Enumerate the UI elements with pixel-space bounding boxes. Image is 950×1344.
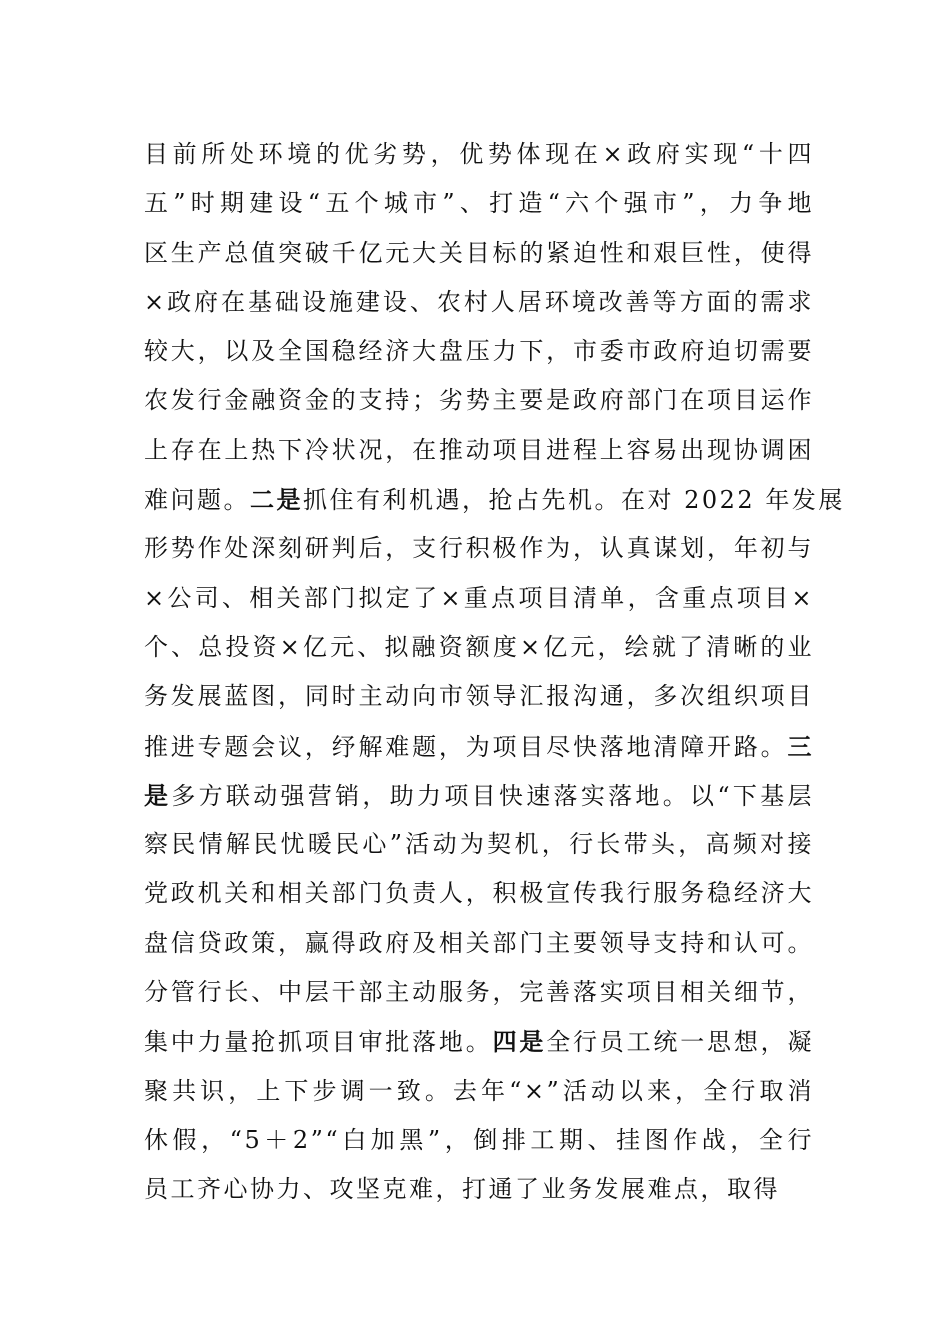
text-line (144, 968, 814, 1017)
text-line (144, 1116, 814, 1165)
text-run: 目前所处环境的优劣势，优势体现在×政府实现“十四 (144, 140, 814, 168)
text-run: 个、总投资×亿元、拟融资额度×亿元，绘就了清晰的业 (144, 632, 814, 661)
text-line (144, 919, 814, 968)
text-run: 农发行金融资金的支持；劣势主要是政府部门在项目运作 (144, 386, 814, 415)
text-line (144, 229, 814, 278)
text-run: 集中力量抢抓项目审批落地。 (144, 1028, 493, 1057)
text-line (144, 574, 814, 623)
bold-lead-term: 三 (787, 731, 814, 761)
text-run: ×政府在基础设施建设、农村人居环境改善等方面的需求 (144, 287, 814, 316)
text-run: 多方联动强营销，助力项目快速落实落地。以“下基层 (171, 781, 814, 810)
text-line (144, 475, 845, 524)
body-paragraph (144, 130, 845, 1215)
text-run: 推进专题会议，纾解难题，为项目尽快落地清障开路。 (144, 732, 788, 761)
text-run: ×公司、相关部门拟定了×重点项目清单，含重点项目× (144, 583, 814, 612)
text-run: 五”时期建设“五个城市”、打造“六个强市”，力争地 (144, 189, 814, 218)
text-line (144, 672, 814, 721)
bold-lead-term: 四是 (492, 1027, 547, 1057)
text-run: 聚共识，上下步调一致。去年“×”活动以来，全行取消 (144, 1076, 814, 1105)
text-line (144, 1165, 814, 1214)
text-line (144, 278, 814, 327)
text-run: 全行员工统一思想，凝 (546, 1028, 814, 1057)
text-run: 休假，“5＋2”“白加黑”，倒排工期、挂图作战，全行 (144, 1125, 814, 1154)
text-run: 上存在上热下冷状况，在推动项目进程上容易出现协调困 (144, 435, 814, 464)
text-run: 务发展蓝图，同时主动向市领导汇报沟通，多次组织项目 (144, 682, 814, 711)
text-run: 区生产总值突破千亿元大关目标的紧迫性和艰巨性，使得 (144, 238, 814, 267)
text-line (144, 179, 814, 228)
text-line (144, 869, 814, 918)
text-run: 抓住有利机遇，抢占先机。在对 2022 年发展 (303, 486, 845, 515)
text-run: 员工齐心协力、攻坚克难，打通了业务发展难点，取得 (144, 1175, 780, 1204)
text-line (144, 623, 814, 672)
bold-lead-term: 二是 (250, 485, 303, 515)
text-line (144, 327, 814, 376)
text-line (144, 771, 814, 820)
text-line (144, 376, 814, 425)
text-run: 察民情解民忧暖民心”活动为契机，行长带头，高频对接 (144, 830, 814, 859)
text-line (144, 722, 814, 771)
text-run: 较大，以及全国稳经济大盘压力下，市委市政府迫切需要 (144, 337, 814, 366)
text-line (144, 130, 814, 179)
text-run: 形势作处深刻研判后，支行积极作为，认真谋划，年初与 (144, 534, 814, 563)
bold-lead-term: 是 (144, 780, 172, 810)
text-line (144, 426, 814, 475)
text-line (144, 524, 814, 573)
text-line (144, 1017, 814, 1066)
text-run: 党政机关和相关部门负责人，积极宣传我行服务稳经济大 (144, 879, 814, 908)
text-run: 难问题。 (144, 486, 250, 515)
text-line (144, 1067, 814, 1116)
text-run: 分管行长、中层干部主动服务，完善落实项目相关细节， (144, 978, 814, 1007)
text-run: 盘信贷政策，赢得政府及相关部门主要领导支持和认可。 (144, 928, 814, 957)
text-line (144, 820, 814, 869)
